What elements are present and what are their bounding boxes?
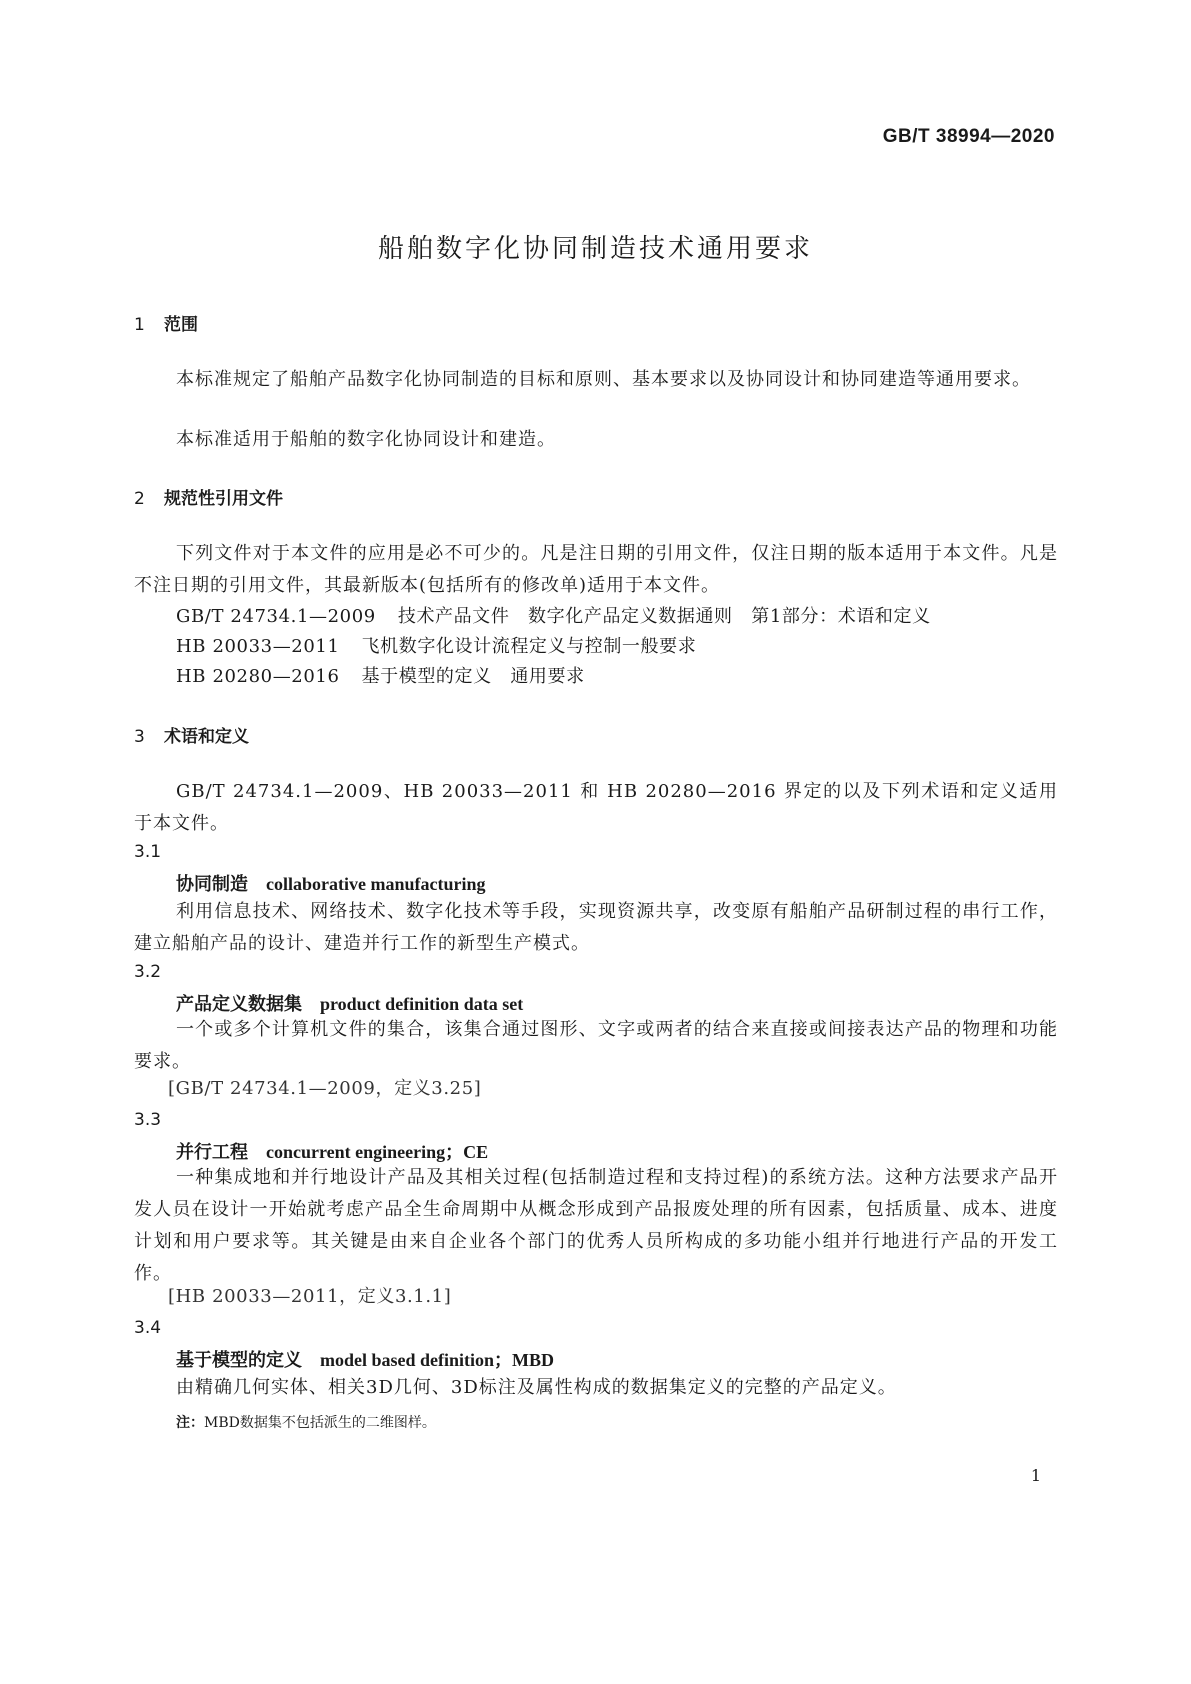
- term-definition: 一种集成地和并行地设计产品及其相关过程(包括制造过程和支持过程)的系统方法。这种方法要求产品开发人员在设计一开始就考虑产品全生命周期中从概念形成到产品报废处理的所有因素，包括质量、成本、进度计划和用户要求等。其关键是由来自企业各个部门的优秀人员所构成的多功能小组并行地进行产品的开发工作。: [134, 1167, 1058, 1284]
- term-heading: [176, 870, 485, 896]
- reference-item: [176, 602, 931, 628]
- term-definition: 利用信息技术、网络技术、数字化技术等手段，实现资源共享，改变原有船舶产品研制过程的串行工作，建立船舶产品的设计、建造并行工作的新型生产模式。: [134, 901, 1058, 954]
- standard-number: GB/T 38994—2020: [882, 126, 1055, 147]
- clause-number: 3.1: [134, 842, 162, 862]
- reference-title: 技术产品文件 数字化产品定义数据通则 第1部分：术语和定义: [397, 606, 931, 627]
- clause-number: 3.2: [134, 962, 162, 982]
- term-heading: [176, 1346, 554, 1372]
- section-number: 1: [134, 315, 145, 335]
- term-zh: 协同制造: [176, 874, 248, 895]
- reference-item: [176, 662, 585, 688]
- section-title: 术语和定义: [164, 727, 249, 747]
- section-number: 2: [134, 489, 145, 509]
- term-en: collaborative manufacturing: [266, 874, 486, 894]
- note-text: MBD数据集不包括派生的二维图样。: [204, 1415, 436, 1431]
- term-source: [HB 20033—2011，定义3.1.1]: [168, 1286, 452, 1307]
- paragraph: 本标准适用于船舶的数字化协同设计和建造。: [176, 429, 556, 450]
- term-en: model based definition；MBD: [320, 1350, 555, 1370]
- term-zh: 并行工程: [176, 1142, 248, 1163]
- term-definition: 一个或多个计算机文件的集合，该集合通过图形、文字或两者的结合来直接或间接表达产品的物理和功能要求。: [134, 1019, 1058, 1072]
- term-definition: 由精确几何实体、相关3D几何、3D标注及属性构成的数据集定义的完整的产品定义。: [176, 1377, 897, 1398]
- note-label: 注：: [176, 1415, 204, 1431]
- reference-title: 基于模型的定义 通用要求: [361, 666, 585, 687]
- term-note: [176, 1412, 436, 1432]
- section-heading-1: [134, 310, 198, 335]
- term-heading: [176, 990, 523, 1016]
- section-number: 3: [134, 727, 145, 747]
- reference-item: [176, 632, 696, 658]
- term-en: product definition data set: [320, 994, 524, 1014]
- paragraph: 本标准规定了船舶产品数字化协同制造的目标和原则、基本要求以及协同设计和协同建造等通用要求。: [176, 369, 1031, 390]
- term-source: [GB/T 24734.1—2009，定义3.25]: [168, 1078, 482, 1099]
- paragraph: GB/T 24734.1—2009、HB 20033—2011 和 HB 20280—2016 界定的以及下列术语和定义适用于本文件。: [134, 781, 1058, 834]
- page-number: 1: [1030, 1466, 1041, 1485]
- clause-number: 3.3: [134, 1110, 162, 1130]
- paragraph: 下列文件对于本文件的应用是必不可少的。凡是注日期的引用文件，仅注日期的版本适用于本文件。凡是不注日期的引用文件，其最新版本(包括所有的修改单)适用于本文件。: [134, 543, 1058, 596]
- term-heading: [176, 1138, 488, 1164]
- term-zh: 产品定义数据集: [176, 994, 302, 1015]
- term-en: concurrent engineering；CE: [266, 1142, 489, 1162]
- term-zh: 基于模型的定义: [176, 1350, 302, 1371]
- clause-number: 3.4: [134, 1318, 162, 1338]
- reference-title: 飞机数字化设计流程定义与控制一般要求: [361, 636, 697, 657]
- reference-code: GB/T 24734.1—2009: [176, 606, 376, 627]
- section-title: 范围: [164, 315, 198, 335]
- reference-code: HB 20033—2011: [176, 636, 340, 657]
- section-heading-2: [134, 484, 283, 509]
- section-title: 规范性引用文件: [164, 489, 283, 509]
- reference-code: HB 20280—2016: [176, 666, 340, 687]
- section-heading-3: [134, 722, 249, 747]
- document-title: 船舶数字化协同制造技术通用要求: [377, 234, 813, 264]
